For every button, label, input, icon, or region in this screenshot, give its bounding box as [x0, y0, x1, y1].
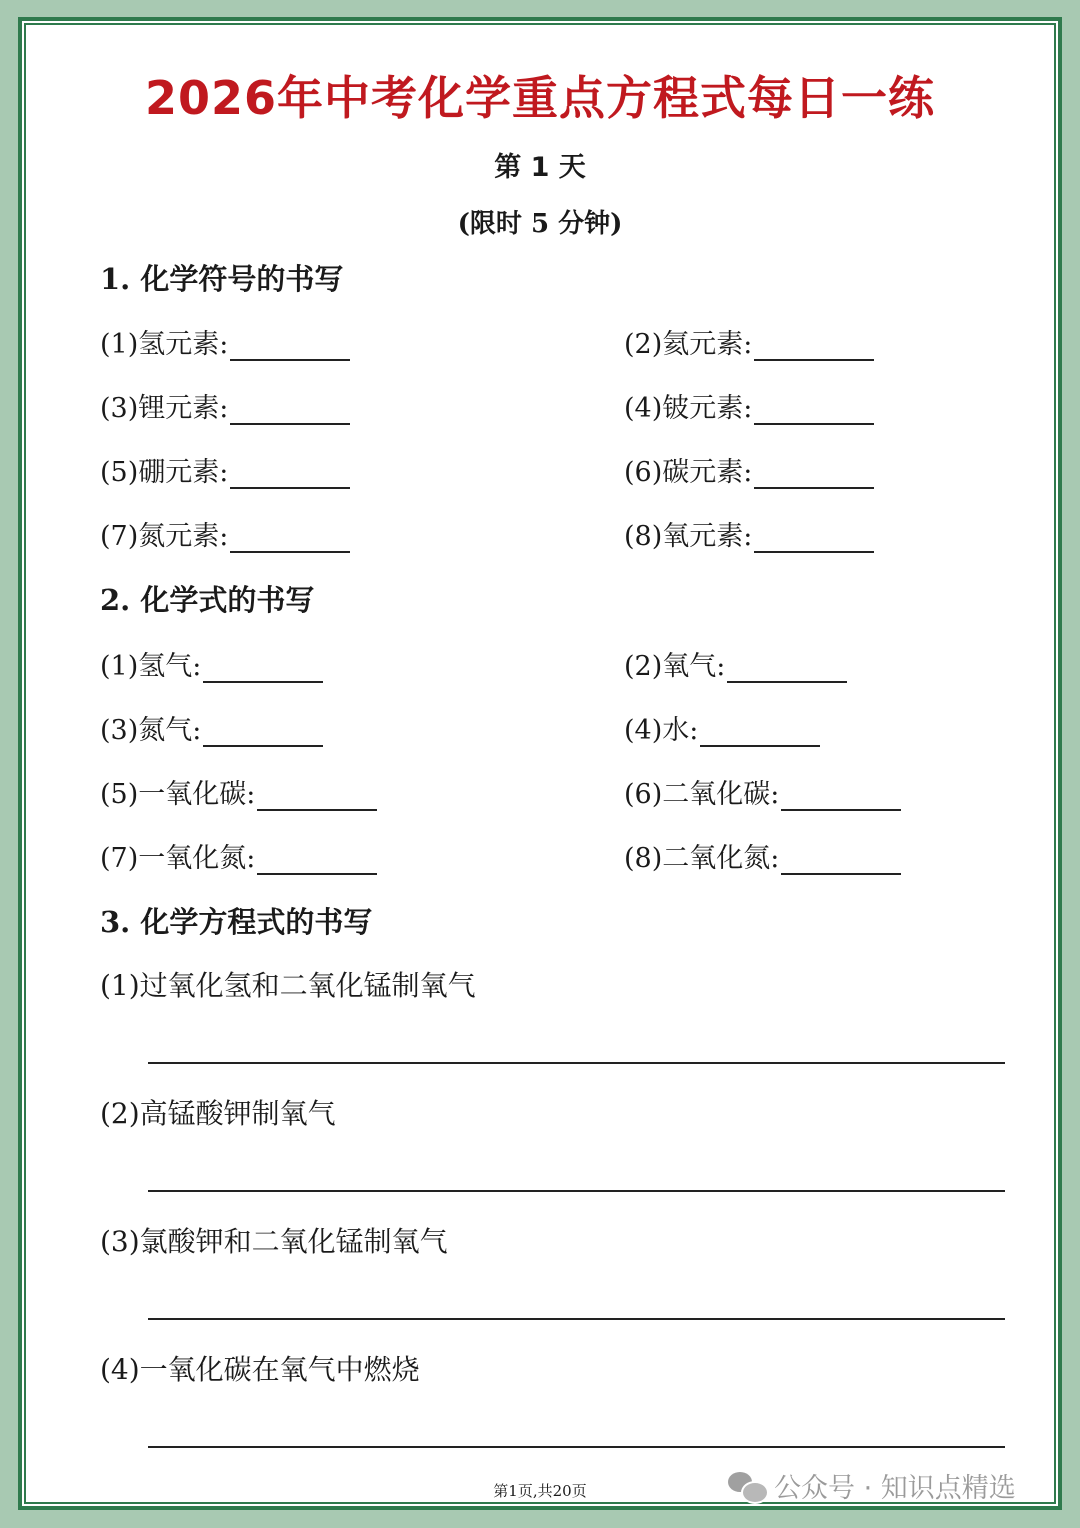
fill-item	[100, 772, 377, 811]
fill-item	[624, 322, 874, 361]
answer-blank[interactable]	[230, 393, 350, 425]
answer-blank[interactable]	[754, 457, 874, 489]
item-label: (5)硼元素:	[100, 457, 229, 488]
section-heading: 2. 化学式的书写	[100, 583, 315, 617]
fill-item	[100, 386, 350, 425]
fill-item	[100, 644, 323, 683]
item-label: (2)氧气:	[624, 651, 726, 682]
answer-blank[interactable]	[257, 843, 377, 875]
equation-question: (2)高锰酸钾制氧气	[100, 1097, 336, 1130]
page-title: 2026年中考化学重点方程式每日一练	[144, 71, 936, 125]
answer-line[interactable]	[148, 1318, 1005, 1320]
fill-item	[624, 772, 901, 811]
item-label: (2)氦元素:	[624, 329, 753, 360]
item-label: (7)一氧化氮:	[100, 843, 256, 874]
item-label: (3)氮气:	[100, 715, 202, 746]
section-heading: 1. 化学符号的书写	[100, 262, 344, 296]
answer-blank[interactable]	[257, 779, 377, 811]
day-label: 第 1 天	[494, 152, 586, 183]
watermark-text: 公众号 · 知识点精选	[774, 1473, 1016, 1504]
answer-blank[interactable]	[781, 843, 901, 875]
item-label: (3)锂元素:	[100, 393, 229, 424]
answer-blank[interactable]	[754, 393, 874, 425]
wechat-icon	[728, 1470, 766, 1502]
fill-item	[100, 514, 350, 553]
fill-item	[100, 708, 323, 747]
answer-blank[interactable]	[754, 329, 874, 361]
equation-question: (4)一氧化碳在氧气中燃烧	[100, 1353, 420, 1386]
answer-blank[interactable]	[727, 651, 847, 683]
answer-blank[interactable]	[700, 715, 820, 747]
answer-blank[interactable]	[230, 457, 350, 489]
answer-blank[interactable]	[203, 715, 323, 747]
item-label: (7)氮元素:	[100, 521, 229, 552]
time-limit: (限时 5 分钟)	[457, 209, 623, 239]
item-label: (8)二氧化氮:	[624, 843, 780, 874]
answer-blank[interactable]	[203, 651, 323, 683]
answer-line[interactable]	[148, 1062, 1005, 1064]
answer-blank[interactable]	[754, 521, 874, 553]
item-label: (8)氧元素:	[624, 521, 753, 552]
page-footer: 第1页,共20页	[493, 1482, 587, 1500]
answer-blank[interactable]	[230, 329, 350, 361]
fill-item	[100, 450, 350, 489]
answer-blank[interactable]	[230, 521, 350, 553]
item-label: (5)一氧化碳:	[100, 779, 256, 810]
item-label: (6)二氧化碳:	[624, 779, 780, 810]
item-label: (4)铍元素:	[624, 393, 753, 424]
fill-item	[624, 450, 874, 489]
equation-question: (3)氯酸钾和二氧化锰制氧气	[100, 1225, 448, 1258]
fill-item	[624, 644, 847, 683]
page-sheet	[24, 23, 1056, 1504]
item-label: (4)水:	[624, 715, 699, 746]
section-heading: 3. 化学方程式的书写	[100, 905, 373, 939]
fill-item	[100, 836, 377, 875]
answer-blank[interactable]	[781, 779, 901, 811]
watermark	[728, 1466, 1016, 1505]
fill-item	[624, 708, 820, 747]
answer-line[interactable]	[148, 1446, 1005, 1448]
fill-item	[624, 386, 874, 425]
fill-item	[100, 322, 350, 361]
fill-item	[624, 514, 874, 553]
item-label: (1)氢气:	[100, 651, 202, 682]
item-label: (1)氢元素:	[100, 329, 229, 360]
item-label: (6)碳元素:	[624, 457, 753, 488]
answer-line[interactable]	[148, 1190, 1005, 1192]
equation-question: (1)过氧化氢和二氧化锰制氧气	[100, 969, 476, 1002]
fill-item	[624, 836, 901, 875]
